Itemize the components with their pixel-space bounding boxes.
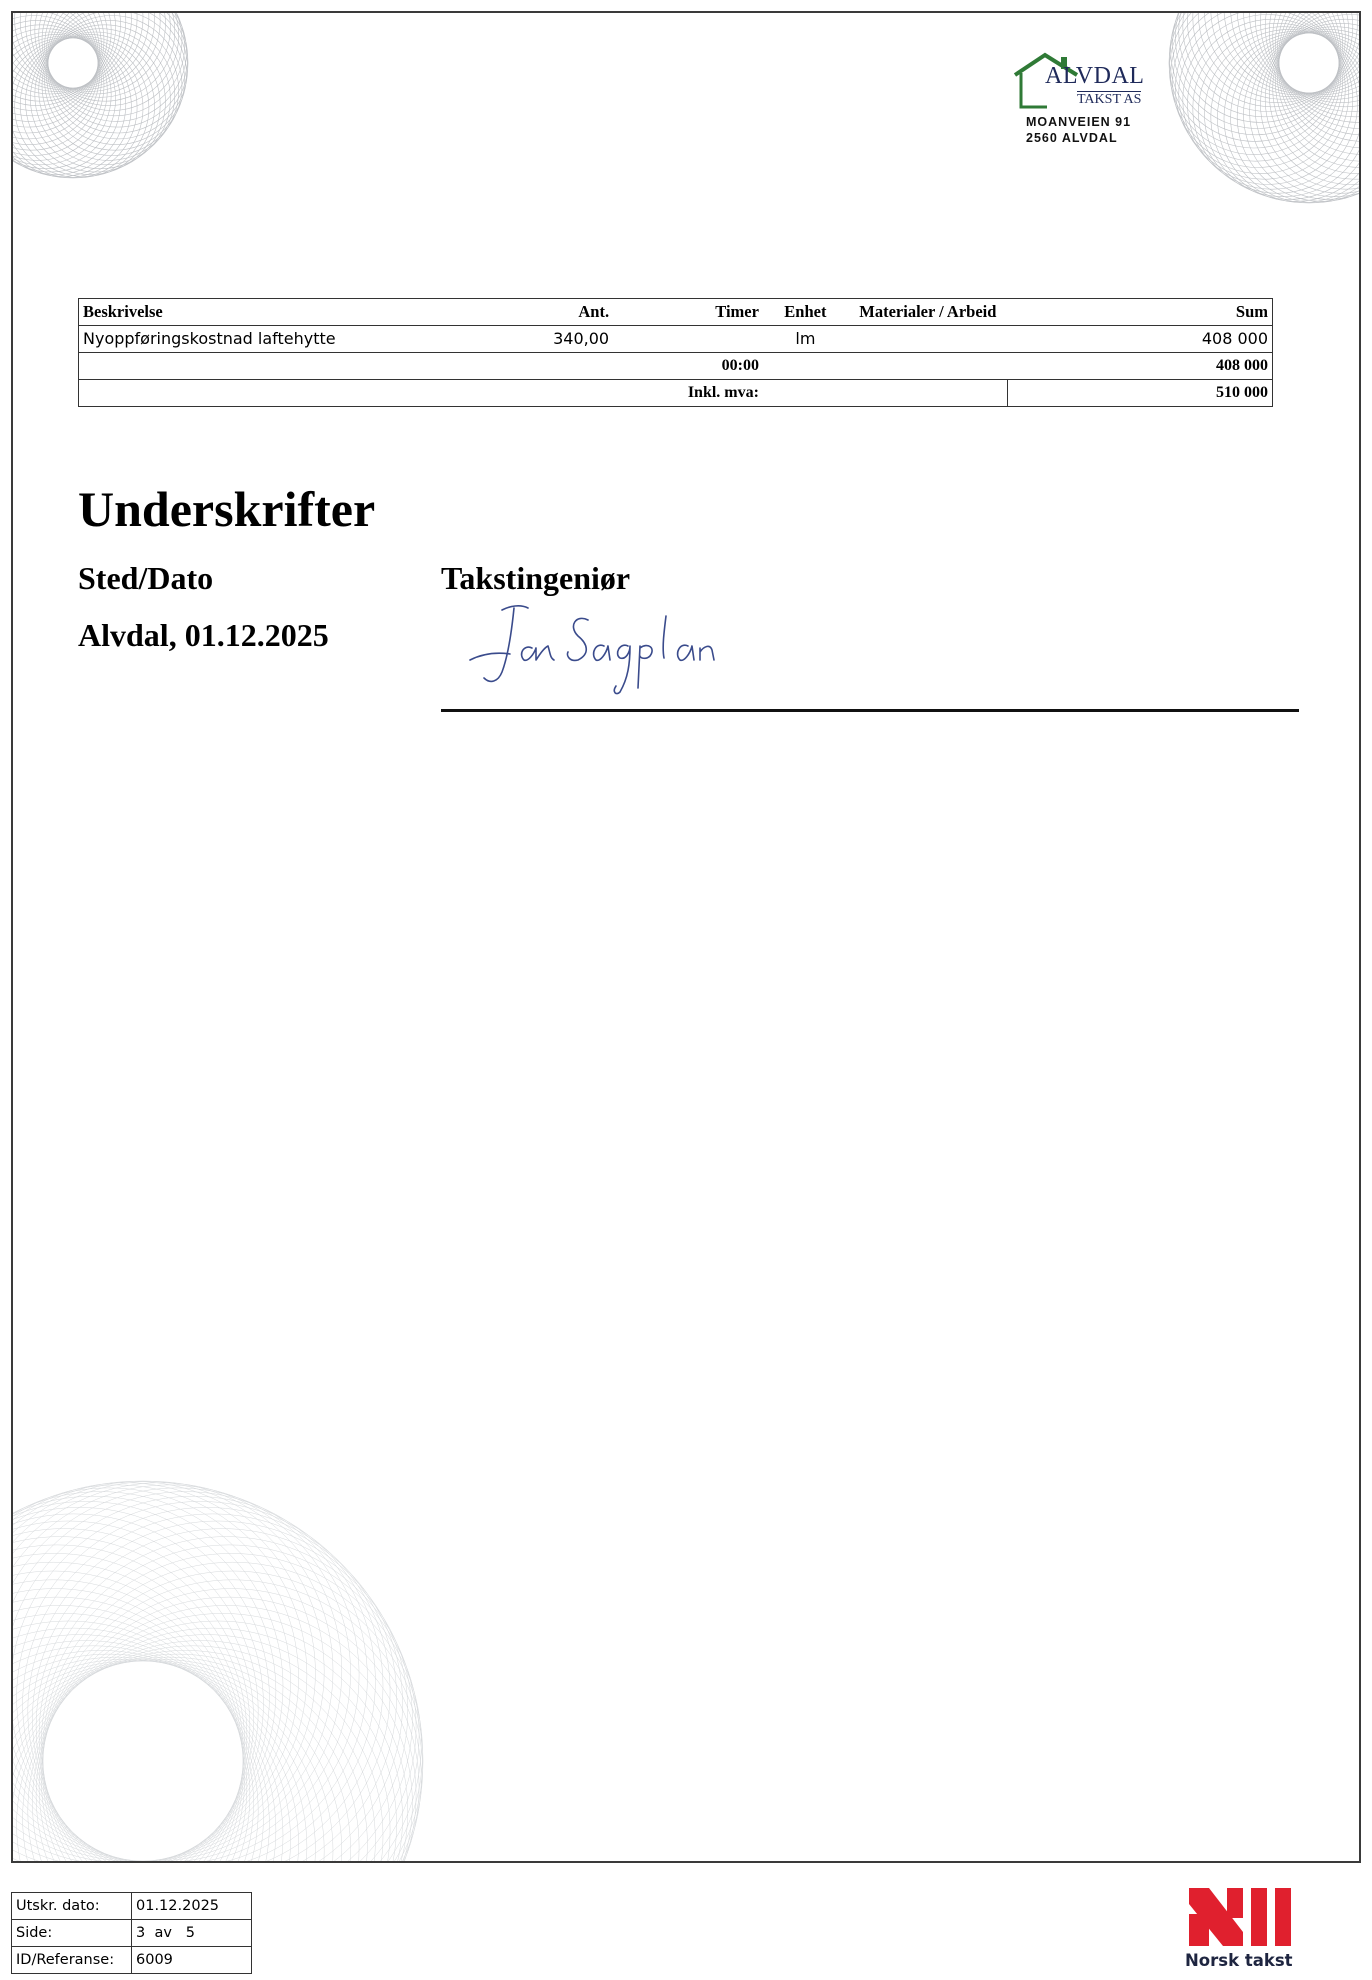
- place-date-label: Sted/Dato: [78, 560, 214, 596]
- guilloche-decoration-bottom-left: [13, 1441, 433, 1861]
- row-hours: [613, 326, 763, 353]
- signatures-heading: Underskrifter: [78, 481, 376, 537]
- col-header-description: Beskrivelse: [79, 299, 464, 326]
- table-row: [12, 1947, 252, 1974]
- company-logo: [1013, 51, 1143, 151]
- logo-address-street: MOANVEIEN 91: [1026, 115, 1132, 129]
- row-quantity: 340,00: [463, 326, 613, 353]
- row-unit: lm: [763, 326, 848, 353]
- subtotal-hours: 00:00: [613, 353, 763, 380]
- reference-value: 6009: [132, 1947, 252, 1974]
- cost-table: [78, 298, 1273, 407]
- table-row: [12, 1893, 252, 1920]
- place-date-value: Alvdal, 01.12.2025: [78, 617, 329, 653]
- norsk-takst-mark-icon: [1185, 1884, 1300, 1950]
- guilloche-decoration-top-right: [1149, 13, 1359, 223]
- handwritten-signature: [462, 598, 722, 698]
- col-header-quantity: Ant.: [463, 299, 613, 326]
- page-label: Side:: [12, 1920, 132, 1947]
- col-header-materials: Materialer / Arbeid: [848, 299, 1008, 326]
- row-sum: 408 000: [1008, 326, 1273, 353]
- row-description: Nyoppføringskostnad laftehytte: [79, 326, 464, 353]
- engineer-label: Takstingeniør: [441, 560, 631, 596]
- page-frame: [11, 11, 1361, 1863]
- signature-line: [441, 709, 1299, 712]
- print-info-table: [11, 1892, 252, 1974]
- subtotal-sum: 408 000: [1008, 353, 1273, 380]
- norsk-takst-logo: [1185, 1884, 1300, 1974]
- total-sum: 510 000: [1008, 380, 1273, 407]
- page-value: 3 av 5: [132, 1920, 252, 1947]
- row-materials: [848, 326, 1008, 353]
- table-row: [12, 1920, 252, 1947]
- norsk-takst-label: Norsk takst: [1185, 1951, 1293, 1970]
- print-date-label: Utskr. dato:: [12, 1893, 132, 1920]
- total-row: [79, 380, 1273, 407]
- col-header-unit: Enhet: [763, 299, 848, 326]
- col-header-hours: Timer: [613, 299, 763, 326]
- logo-name: ALVDAL: [1045, 63, 1145, 89]
- guilloche-decoration-top-left: [13, 13, 193, 193]
- table-header-row: [79, 299, 1273, 326]
- reference-label: ID/Referanse:: [12, 1947, 132, 1974]
- total-label: Inkl. mva:: [613, 380, 763, 407]
- print-date-value: 01.12.2025: [132, 1893, 252, 1920]
- table-row: [79, 326, 1273, 353]
- col-header-sum: Sum: [1008, 299, 1273, 326]
- logo-address-postal: 2560 ALVDAL: [1026, 131, 1118, 145]
- logo-subtitle: TAKST AS: [1077, 92, 1142, 107]
- subtotal-row: [79, 353, 1273, 380]
